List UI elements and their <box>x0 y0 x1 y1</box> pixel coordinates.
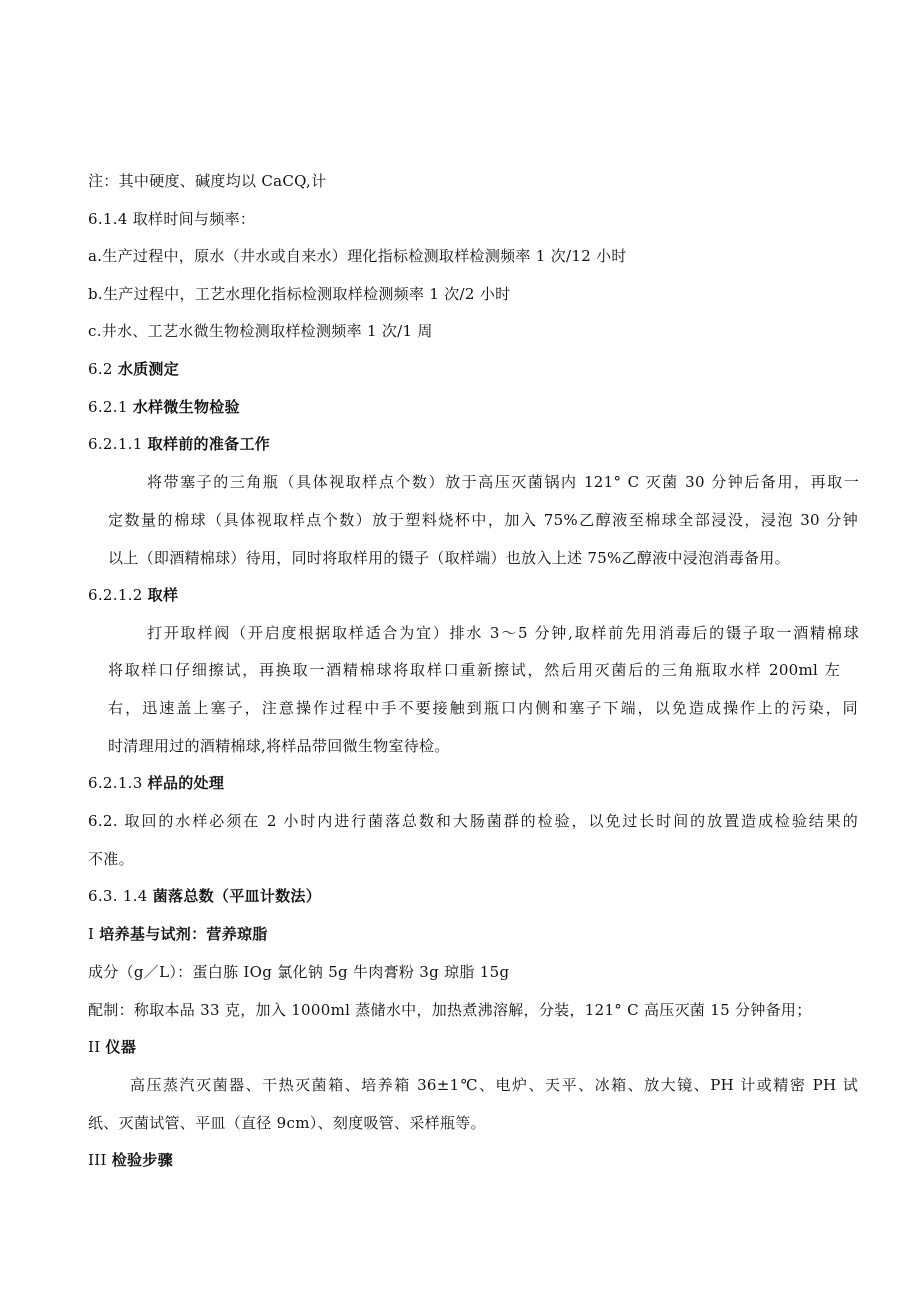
heading-number: II <box>88 1038 106 1056</box>
preparation-line: 配制：称取本品 33 克，加入 1000ml 蒸储水中，加热煮沸溶解，分装，121° C 高压灭菌 15 分钟备用； <box>88 1001 812 1019</box>
heading-number: 6.2.1.2 <box>88 586 148 604</box>
item-a: a.生产过程中，原水（井水或自来水）理化指标检测取样检测频率 1 次/12 小时 <box>88 247 627 265</box>
heading-title: 仪器 <box>105 1038 137 1056</box>
handling-paragraph-line: 不准。 <box>88 850 134 868</box>
heading-6-3 <box>88 886 321 906</box>
heading-number: 6.3. 1.4 <box>88 887 153 905</box>
heading-6-2-1 <box>88 397 240 417</box>
composition-line: 成分（g／L）：蛋白胨 IOg 氯化钠 5g 牛肉膏粉 3g 琼脂 15g <box>88 963 510 981</box>
item-b: b.生产过程中，工艺水理化指标检测取样检测频率 1 次/2 小时 <box>88 285 511 303</box>
heading-number: III <box>88 1151 112 1169</box>
sampling-paragraph-line: 时清理用过的酒精棉球,将样品带回微生物室待检。 <box>108 737 450 755</box>
heading-number: I <box>88 925 100 943</box>
heading-6-2-1-2 <box>88 585 178 605</box>
sampling-paragraph-line: 右，迅速盖上塞子，注意操作过程中手不要接触到瓶口内侧和塞子下端，以免造成操作上的污染，同 <box>108 699 858 717</box>
heading-title: 菌落总数（平皿计数法） <box>152 887 322 905</box>
prep-paragraph-line: 将带塞子的三角瓶（具体视取样点个数）放于高压灭菌锅内 121° C 灭菌 30 分钟后备用，再取一 <box>147 473 859 491</box>
heading-I <box>88 924 268 944</box>
heading-title: 样品的处理 <box>147 774 225 792</box>
heading-6-2-1-3 <box>88 773 224 793</box>
heading-III <box>88 1150 173 1170</box>
prep-paragraph-line: 以上（即酒精棉球）待用，同时将取样用的镊子（取样端）也放入上述 75%乙醇液中浸泡消毒备用。 <box>108 549 790 567</box>
heading-title: 水样微生物检验 <box>132 398 240 416</box>
handling-paragraph-line: 6.2. 取回的水样必须在 2 小时内进行菌落总数和大肠菌群的检验，以免过长时间的放置造成检验结果的 <box>88 812 858 830</box>
instruments-paragraph-line: 纸、灭菌试管、平皿（直径 9cm）、刻度吸管、采样瓶等。 <box>88 1114 486 1132</box>
sampling-paragraph-line: 将取样口仔细擦试，再换取一酒精棉球将取样口重新擦试，然后用灭菌后的三角瓶取水样 200ml 左 <box>108 661 840 679</box>
item-c: c.井水、工艺水微生物检测取样检测频率 1 次/1 周 <box>88 322 433 340</box>
sampling-paragraph-line: 打开取样阀（开启度根据取样适合为宜）排水 3～5 分钟,取样前先用消毒后的镊子取一酒精棉球 <box>147 624 859 642</box>
heading-number: 6.2.1.3 <box>88 774 148 792</box>
heading-title: 水质测定 <box>117 360 180 378</box>
heading-title: 取样 <box>147 586 179 604</box>
heading-number: 6.2.1.1 <box>88 435 148 453</box>
heading-title: 检验步骤 <box>111 1151 173 1169</box>
heading-6-2-1-1 <box>88 434 270 454</box>
section-6-1-4: 6.1.4 取样时间与频率： <box>88 210 256 228</box>
instruments-paragraph-line: 高压蒸汽灭菌器、干热灭菌箱、培养箱 36±1℃、电炉、天平、冰箱、放大镜、PH 计或精密 PH 试 <box>130 1076 858 1094</box>
hardness-note: 注：其中硬度、碱度均以 CaCQ,计 <box>88 172 327 190</box>
heading-number: 6.2 <box>88 360 118 378</box>
prep-paragraph-line: 定数量的棉球（具体视取样点个数）放于塑料烧杯中，加入 75%乙醇液至棉球全部浸没，浸泡 30 分钟 <box>108 511 858 529</box>
heading-title: 取样前的准备工作 <box>147 435 271 453</box>
heading-6-2 <box>88 359 179 379</box>
heading-II <box>88 1037 136 1057</box>
heading-title: 培养基与试剂：营养琼脂 <box>99 925 268 943</box>
heading-number: 6.2.1 <box>88 398 133 416</box>
